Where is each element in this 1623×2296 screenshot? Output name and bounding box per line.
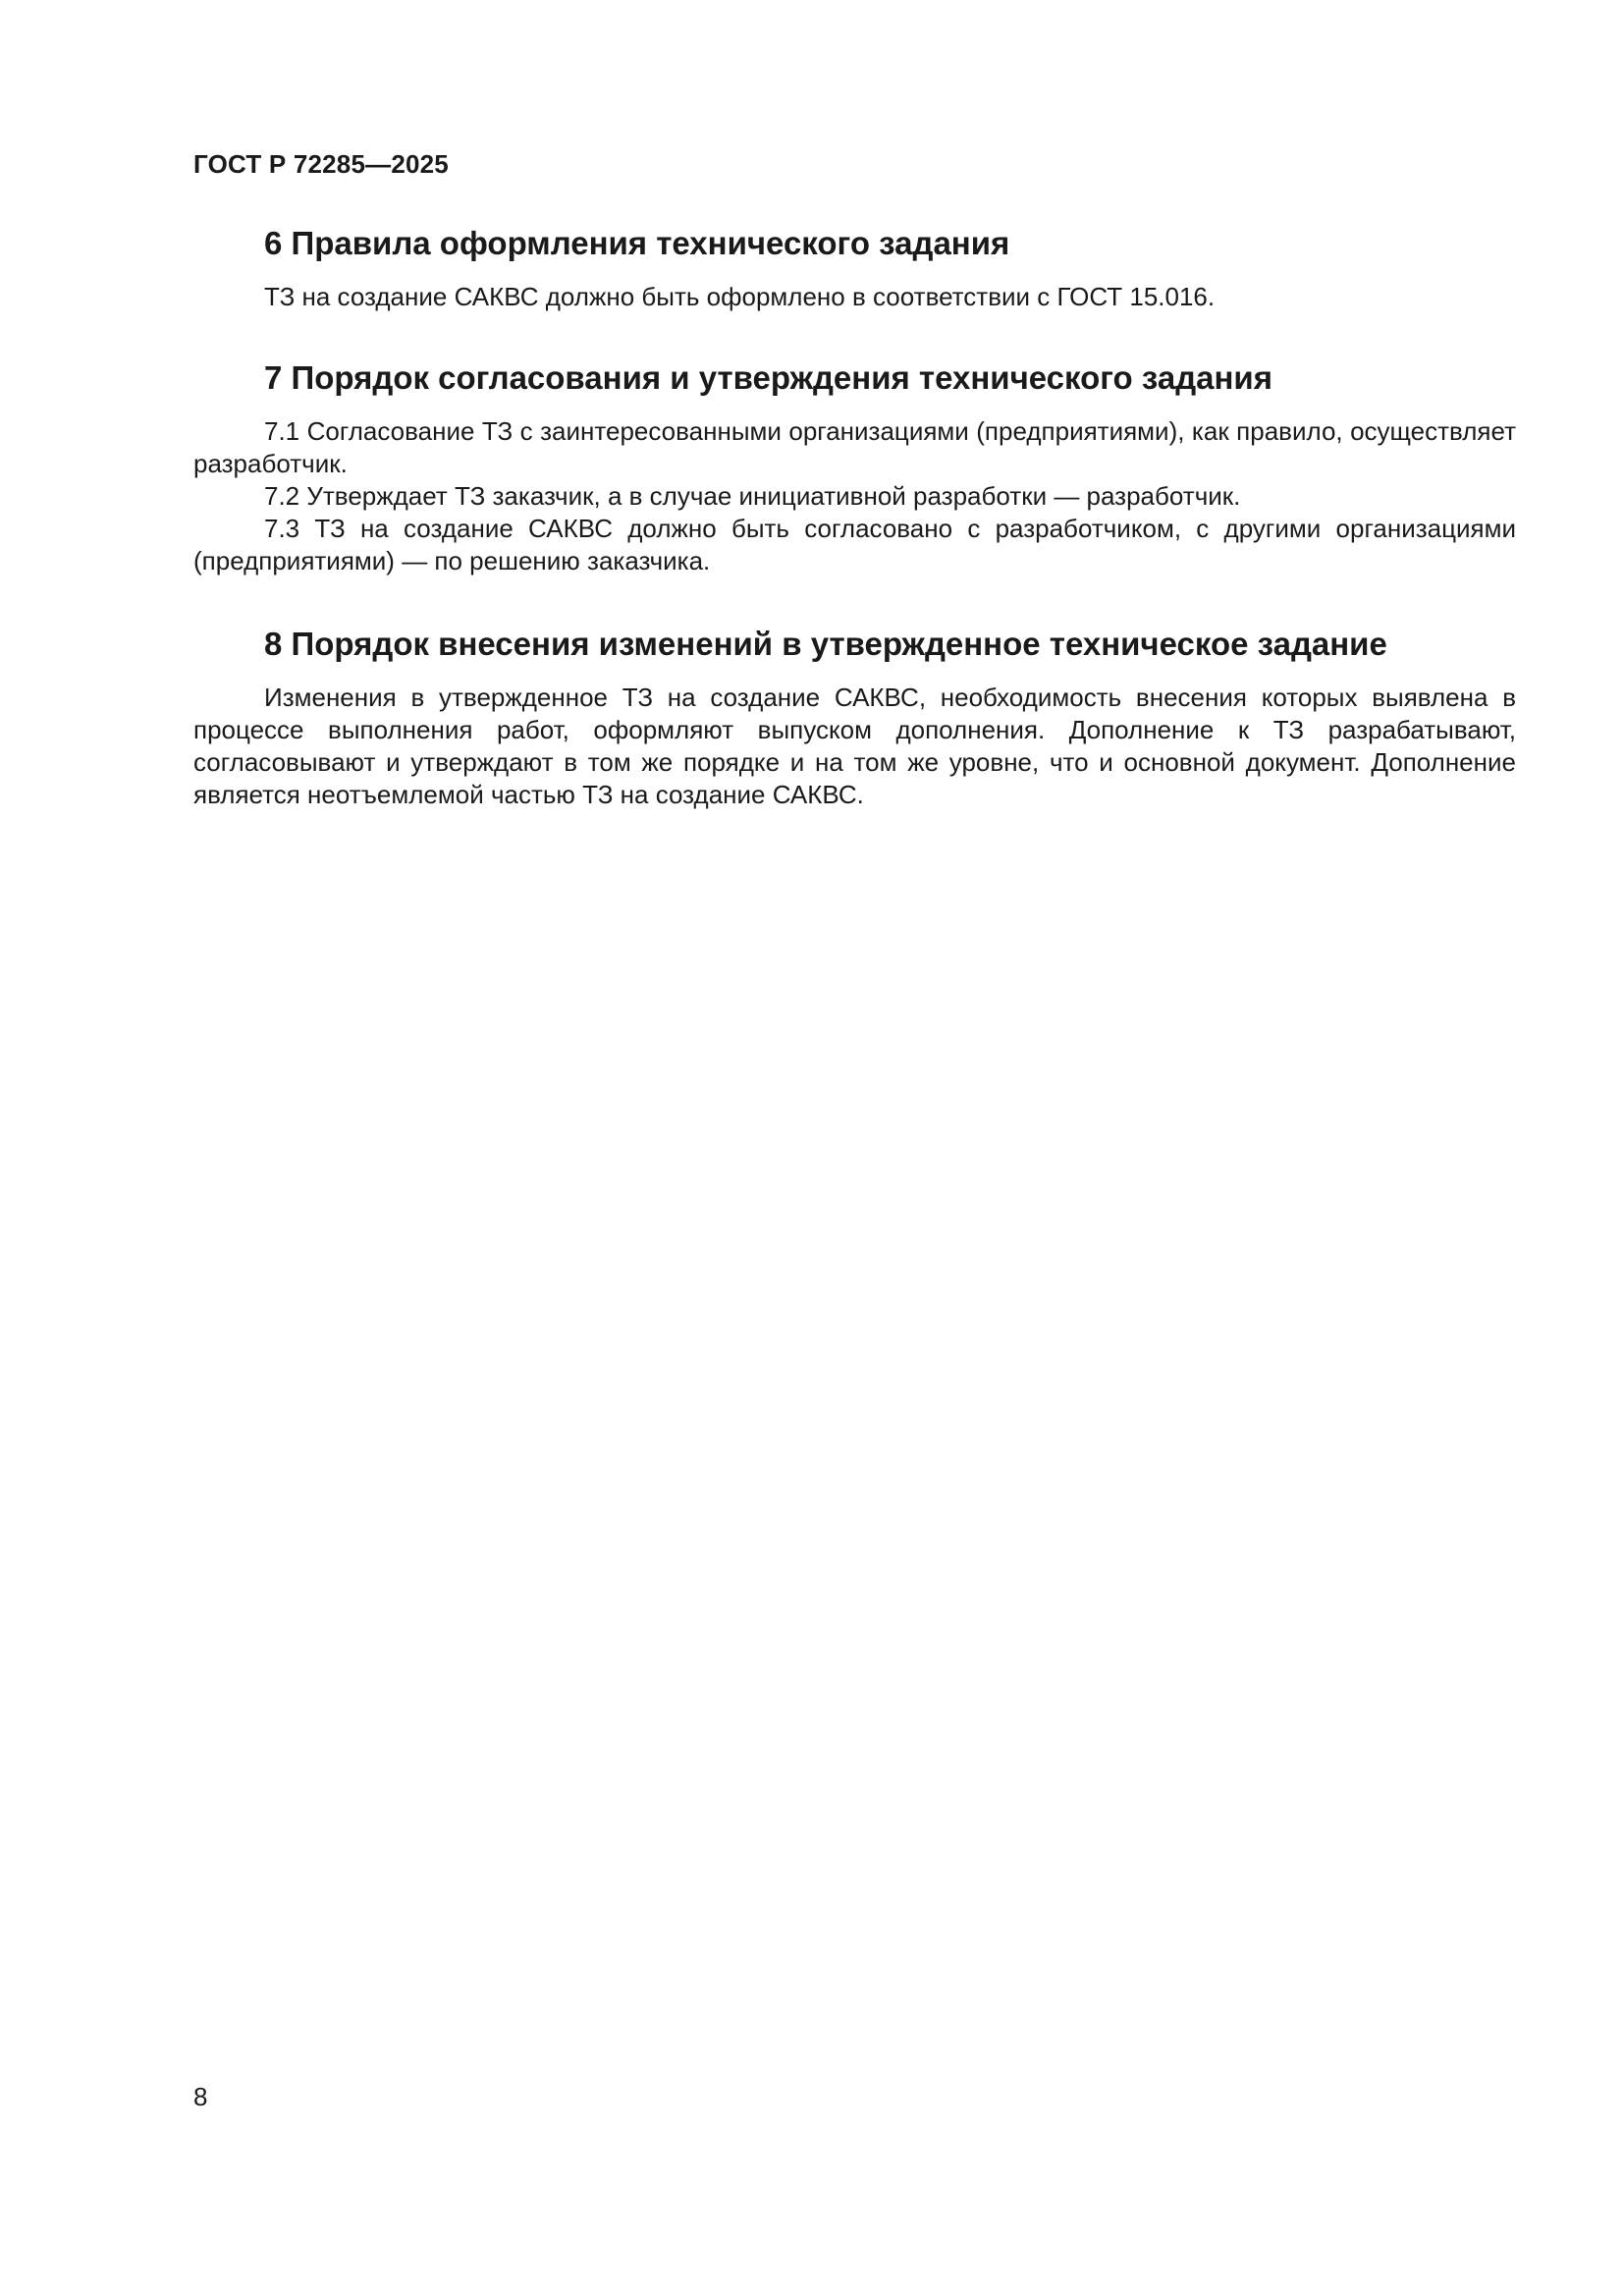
section-7-paragraph-7-3: 7.3 ТЗ на создание САКВС должно быть согласовано с разработчиком, с другими организациями (предприятиями) — по решению заказчика. bbox=[193, 514, 1516, 575]
section-8-paragraph-1: Изменения в утвержденное ТЗ на создание САКВС, необходимость внесения которых выявлена в процессе выполнения работ, оформляют выпуском дополнения. Дополнение к ТЗ разрабатывают, согласовывают и утверждают в том же порядке и на том же уровне, что и основной документ. Дополнение является неотъемлемой частью ТЗ на создание САКВС. bbox=[193, 683, 1516, 809]
section-8-title: 8 Порядок внесения изменений в утвержденное техническое задание bbox=[264, 626, 1387, 662]
section-6 bbox=[193, 224, 1516, 313]
section-7-title: 7 Порядок согласования и утверждения технического задания bbox=[264, 359, 1272, 396]
section-7-paragraph-7-1: 7.1 Согласование ТЗ с заинтересованными организациями (предприятиями), как правило, осуществляет разработчик. bbox=[193, 416, 1516, 478]
section-6-title: 6 Правила оформления технического задания bbox=[264, 225, 1010, 261]
document-code-header: ГОСТ Р 72285—2025 bbox=[193, 149, 449, 179]
page-number: 8 bbox=[193, 2082, 208, 2111]
section-8 bbox=[193, 625, 1516, 811]
section-7-paragraph-7-2: 7.2 Утверждает ТЗ заказчик, а в случае инициативной разработки — разработчик. bbox=[264, 481, 1241, 511]
section-6-paragraph-1: ТЗ на создание САКВС должно быть оформлено в соответствии с ГОСТ 15.016. bbox=[264, 282, 1216, 311]
section-7 bbox=[193, 358, 1516, 577]
